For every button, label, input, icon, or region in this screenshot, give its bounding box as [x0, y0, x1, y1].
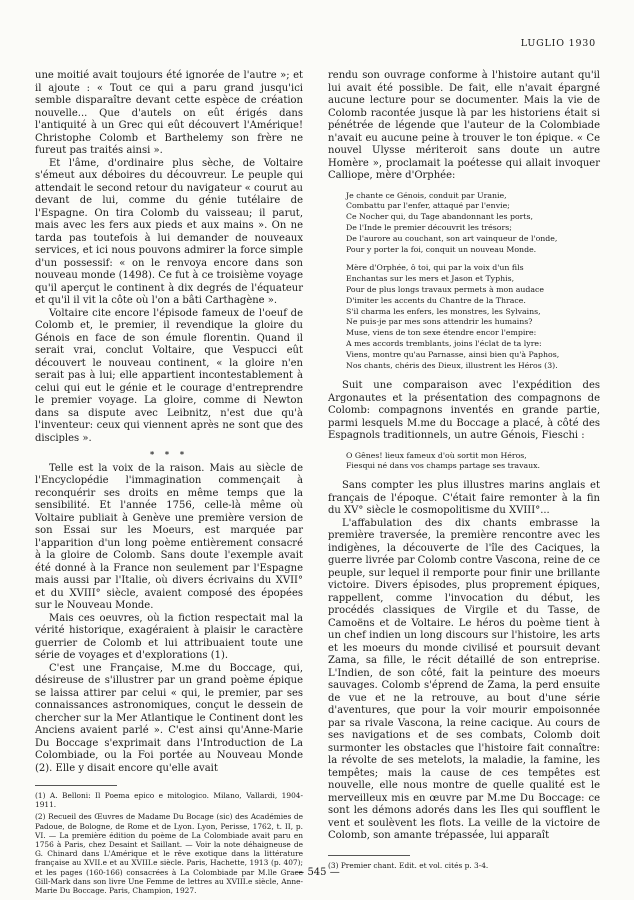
footnote: (1) A. Belloni: Il Poema epico e mitologico. Milano, Vallardi, 1904-1911.: [35, 791, 303, 810]
poem-line: S'il charma les enfers, les monstres, les Sylvains,: [346, 306, 541, 316]
paragraph: Voltaire cite encore l'épisode fameux de l'oeuf de Colomb et, le premier, il revendique la gloire du Génois en face de son émule florentin. Quand il serait vrai, conclut Voltaire, que Vespucci eût découvert le nouveau continent, « la gloire n'en serait pas à lui; elle appartient incontestablement à celui qui eut le génie et le courage d'entreprendre le premier voyage. La gloire, comme di Newton dans sa dispute avec Leibnitz, n'est due qu'à l'inventeur: ceux qui viennent après ne sont que des disciples ».: [35, 307, 303, 444]
poem-line: Viens, montre qu'au Parnasse, ainsi bien qu'à Paphos,: [346, 350, 560, 360]
page-number: — 545 —: [294, 867, 340, 878]
poem-line: Mère d'Orphée, ô toi, qui par la voix d'un fils: [346, 262, 524, 272]
poem-line: Ne puis-je par mes sons attendrir les humains?: [346, 317, 533, 327]
poem-line: Ce Nocher qui, du Tage abandonnant les ports,: [346, 212, 533, 222]
poem-line: Pour y porter la foi, conquit un nouveau Monde.: [346, 245, 537, 255]
paragraph: une moitié avait toujours été ignorée de l'autre »; et il ajoute : « Tout ce qui a paru grand jusqu'ici semble disparaître devant cette espèce de création nouvelle... Que d'autels on eût érigés dans l'antiquité à un Grec qui eût découvert l'Amérique! Christophe Colomb et Barthelemy son frère ne fureut pas traités ainsi ».: [35, 70, 303, 156]
left-column: [35, 70, 303, 895]
poem-quote: [346, 451, 600, 473]
poem-line: Muse, viens de ton sexe étendre encor l'empire:: [346, 328, 537, 338]
poem-line: Fiesqui né dans vos champs partage ses travaux.: [346, 461, 541, 471]
poem-line: O Gênes! lieux fameux d'où sortit mon Héros,: [346, 450, 527, 460]
poem-line: De l'Inde le premier découvrit les trésors;: [346, 223, 512, 233]
footnote: (2) Recueil des Œuvres de Madame Du Bocage (sic) des Académies de Padoue, de Bologne, de Rome et de Lyon. Lyon, Perisse, 1762, t. II, p. VI. — La première édition du poème de La Colombiade avait paru en 1756 à Paris, chez Desaint et Saillant. — Voir la note déhaigneuse de G. Chinard dans L'Amérique et le rêve exotique dans la littérature française au XVII.e et au XVIII.e siècle. Paris, Hachette, 1913 (p. 407); et les pages (160-166) consacrées à La Colombiade par M.lle Grace Gill-Mark dans son livre Une Femme de lettres au XVIII.e siècle, Anne-Marie Du Boccage. Paris, Champion, 1927.: [35, 812, 303, 896]
paragraph: C'est une Française, M.me du Boccage, qui, désireuse de s'illustrer par un grand poème épique se laissa attirer par celui « qui, le premier, par ses connaissances astronomiques, conçut le dessein de chercher sur la Mer Atlantique le Continent dont les Anciens avaient parlé ». C'est ainsi qu'Anne-Marie Du Boccage s'exprimait dans l'Introduction de La Colombiade, ou la Foi portée au Nouveau Monde (2). Elle y disait encore qu'elle avait: [35, 662, 303, 774]
right-column: [328, 70, 600, 870]
poem-line: D'imiter les accents du Chantre de la Thrace.: [346, 295, 526, 305]
paragraph: Mais ces oeuvres, où la fiction respectait mal la vérité historique, exagéraient à plaisir le caractère guerrier de Colomb et lui attribuaient toute une série de voyages et d'explorations (1).: [35, 612, 303, 661]
poem-line: Je chante ce Génois, conduit par Uranie,: [346, 190, 507, 200]
section-separator: * * *: [149, 449, 189, 459]
paragraph: Suit une comparaison avec l'expédition des Argonautes et la présentation des compagnons de Colomb: compagnons inventés en grande partie, parmi lesquels M.me du Boccage a placé, à côté des Espagnols traditionnels, un autre Génois, Fieschi :: [328, 380, 600, 441]
poem-quote: [346, 191, 600, 373]
poem-line: De l'aurore au couchant, son art vainqueur de l'onde,: [346, 234, 558, 244]
paragraph: Telle est la voix de la raison. Mais au siècle de l'Encyclopédie l'immagination commençait à reconquérir ses droits en même temps que la sensibilité. Et l'année 1756, celle-là même où Voltaire publiait à Genève une première version de son Essai sur les Moeurs, est marquée par l'apparition d'un long poème entièrement consacré à la gloire de Colomb. Sans doute l'exemple avait été donné à la France non seulement par l'Espagne mais aussi par l'Italie, où divers écrivains du XVII° et du XVIII° siècle, avaient composé des épopées sur le Nouveau Monde.: [35, 462, 303, 611]
footnote: (3) Premier chant. Edit. et vol. cités p. 3-4.: [328, 860, 489, 870]
running-head: LUGLIO 1930: [520, 38, 596, 49]
paragraph: rendu son ouvrage conforme à l'histoire autant qu'il lui avait été possible. De fait, elle n'avait épargné aucune lecture pour se documenter. Mais la vie de Colomb racontée jusque là par les historiens était si pénétrée de légende que l'auteur de la Colombiade n'avait eu aucune peine à trouver le ton épique. « Ce nouvel Ulysse mériteroit sans doute un autre Homère », proclamait la poétesse qui allait invoquer Calliope, mère d'Orphée:: [328, 70, 600, 181]
paragraph: Sans compter les plus illustres marins anglais et français de l'époque. C'était faire remonter à la fin du XV° siècle le cosmopolitisme du XVIII°...: [328, 480, 600, 517]
poem-line: A mes accords tremblants, joins l'éclat de ta lyre:: [346, 339, 542, 349]
paragraph: L'affabulation des dix chants embrasse la première traversée, la première rencontre avec les indigènes, la découverte de l'île des Caciques, la guerre livrée par Colomb contre Vascona, reine de ce peuple, sur lequel il remporte pour finir une brillante victoire. Divers épisodes, plus proprement épiques, rappellent, comme l'invocation du début, les procédés classiques de Virgile et du Tasse, de Camoëns et de Voltaire. Le héros du poème tient à un chef indien un long discours sur l'histoire, les arts et les moeurs du monde civilisé et poursuit devant Zama, sa fille, le récit détaillé de son entreprise. L'Indien, de son côté, fait la peinture des moeurs sauvages. Colomb s'éprend de Zama, la perd ensuite de vue et ne la retrouve, au bout d'une série d'aventures, que pour la voir mourir empoisonnée par sa rivale Vascona, la reine cacique. Au cours de ses navigations et de ses combats, Colomb doit surmonter les obstacles que l'histoire fait connaître: la révolte de ses metelots, la maladie, la famine, les tempêtes; mais la cause de ces tempêtes est nouvelle, elle nous montre de quelle qualité est le merveilleux mis en œuvre par M.me Du Boccage: ce sont les démons adorés dans les Iles qui soufflent le vent et soulèvent les flots. La veille de la victoire de Colomb, son amante trépassée, lui apparaît: [328, 517, 600, 842]
paragraph: Et l'âme, d'ordinaire plus sèche, de Voltaire s'émeut aux déboires du découvreur. Le peuple qui attendait le second retour du navigateur « courut au devant de lui, comme du génie tutélaire de l'Espagne. On tira Colomb du vaisseau; il parut, mais avec les fers aux pieds et aux mains ». On ne tarda pas toutefois à lui demander de nouveaux services, et ici nous pouvons admirer la force simple d'un possessif: « on le renvoya encore dans son nouveau monde (1498). Ce fut à ce troisième voyage qu'il aperçut le continent à dix degrés de l'équateur et qu'il il vit la côte où l'on a bâti Carthagène ».: [35, 157, 303, 306]
poem-line: Nos chants, chéris des Dieux, illustrent les Héros (3).: [346, 361, 558, 371]
poem-line: Pour de plus longs travaux permets à mon audace: [346, 284, 545, 294]
poem-line: Combattu par l'enfer, attaqué par l'envie;: [346, 201, 510, 211]
poem-line: Enchantas sur les mers et Jason et Typhis,: [346, 273, 515, 283]
